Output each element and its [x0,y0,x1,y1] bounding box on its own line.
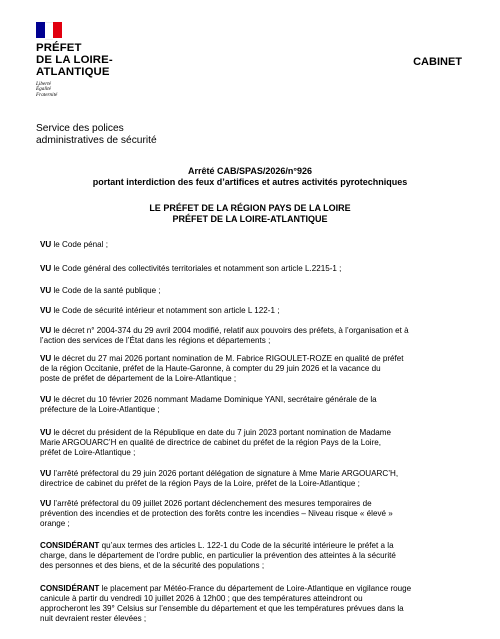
motto-line: Fraternité [36,92,58,99]
visa-lead: VU [40,286,52,295]
arrete-subject: portant interdiction des feux d’artifices et autres activités pyrotechniques [92,177,408,187]
motto-line: Égalité [36,86,51,93]
visa-text: poste de préfet de département de la Loire-Atlantique ; [40,374,237,383]
prefet-title [0,203,500,225]
visa-lead: VU [40,326,52,335]
visa-lead: VU [40,264,52,273]
considerant-text: nuit devraient rester élevées ; [40,614,147,623]
prefet-name-line: ATLANTIQUE [36,66,110,79]
considerant-lead: CONSIDÉRANT [40,541,100,550]
visa-text: préfecture de la Loire-Atlantique ; [40,405,160,414]
visa-paragraph [40,354,465,384]
visa-lead: VU [40,499,52,508]
visa-paragraph [40,469,465,489]
visa-text: Marie ARGOUARC’H en qualité de directrice de cabinet du préfet de la région Pays de la Loire, [40,438,382,447]
visa-text: le Code de la santé publique ; [53,286,161,295]
visa-lead: VU [40,240,52,249]
republic-motto [36,82,126,99]
cabinet-label: CABINET [413,56,462,68]
motto-line: Liberté [36,80,51,87]
visa-text: directrice de cabinet du préfet de la région Pays de la Loire, préfet de la Loire-Atlantique ; [40,479,360,488]
visa-text: le décret du 10 février 2026 nommant Madame Dominique YANI, secrétaire générale de la [53,395,377,404]
service-name [36,123,157,147]
visa-paragraph [40,306,465,316]
visa-text: orange ; [40,519,70,528]
service-line: administratives de sécurité [36,135,157,146]
visa-paragraph [40,395,465,415]
visa-paragraph [40,326,465,346]
marianne-flag-icon [36,22,62,38]
arrete-number: Arrêté CAB/SPAS/2026/n°926 [188,166,312,176]
visa-text: de la région Occitanie, préfet de la Haute-Garonne, à compter du 29 juin 2026 et la vacance du [40,364,381,373]
considerant-text: des personnes et des biens, et de la sécurité des populations ; [40,561,265,570]
service-line: Service des polices [36,123,124,134]
visa-text: le décret du 27 mai 2026 portant nomination de M. Fabrice RIGOULET-ROZE en qualité de préfet [53,354,404,363]
visa-text: le Code pénal ; [53,240,108,249]
considerant-paragraph [40,541,465,571]
visa-text: prévention des incendies et de protection des forêts contre les incendies – Niveau risque « élevé » [40,509,393,518]
visa-text: le Code de sécurité intérieur et notamment son article L 122-1 ; [53,306,280,315]
arrete-title [0,166,500,188]
visa-lead: VU [40,306,52,315]
visa-lead: VU [40,354,52,363]
prefet-title-line: PRÉFET DE LA LOIRE-ATLANTIQUE [172,214,328,224]
visa-paragraph [40,428,465,458]
considerant-lead: CONSIDÉRANT [40,584,100,593]
visa-text: le Code général des collectivités territoriales et notamment son article L.2215-1 ; [53,264,342,273]
considerant-text: approcheront les 39° Celsius sur l’ensemble du département et que les températures prévues dans la [40,604,404,613]
considerant-text: le placement par Météo-France du département de Loire-Atlantique en vigilance rouge [101,584,412,593]
visa-paragraph [40,286,465,296]
prefet-name-line: PRÉFET [36,42,82,54]
considerant-paragraph [40,584,465,624]
visa-text: le décret n° 2004-374 du 29 avril 2004 modifié, relatif aux pouvoirs des préfets, à l’organisation et à [53,326,409,335]
visa-lead: VU [40,428,52,437]
visa-text: l’action des services de l’État dans les régions et départements ; [40,336,271,345]
prefet-title-line: LE PRÉFET DE LA RÉGION PAYS DE LA LOIRE [149,203,351,213]
visa-paragraph [40,264,465,274]
visa-text: l’arrêté préfectoral du 09 juillet 2026 portant déclenchement des mesures temporaires de [53,499,372,508]
prefet-name-line: DE LA LOIRE- [36,54,113,67]
considerant-text: canicule à partir du vendredi 10 juillet 2026 à 12h00 ; que des températures atteindront ou [40,594,363,603]
considerant-text: charge, dans le département de l’ordre public, en particulier la prévention des atteintes à la sécurité [40,551,396,560]
visa-lead: VU [40,469,52,478]
prefecture-logo [36,22,126,99]
visa-paragraph [40,240,465,250]
visa-paragraph [40,499,465,529]
considerant-text: qu’aux termes des articles L. 122-1 du Code de la sécurité intérieure le préfet a la [101,541,394,550]
visa-text: le décret du président de la République en date du 7 juin 2023 portant nomination de Madame [53,428,391,437]
visa-text: préfet de Loire-Atlantique ; [40,448,136,457]
visa-text: l’arrêté préfectoral du 29 juin 2026 portant délégation de signature à Mme Marie ARGOUARC’H, [53,469,399,478]
visa-lead: VU [40,395,52,404]
